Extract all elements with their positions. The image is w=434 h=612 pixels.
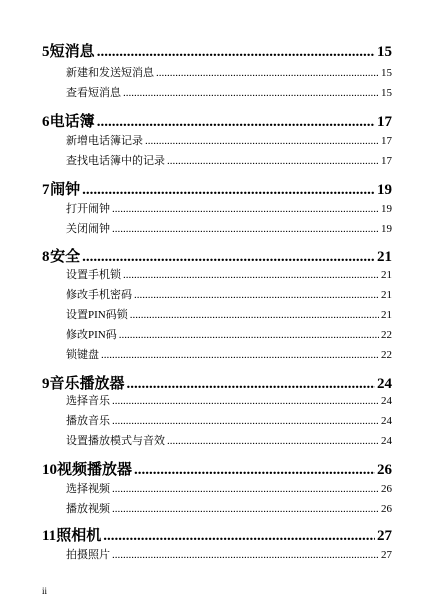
toc-section-entry[interactable] xyxy=(42,132,392,148)
toc-section-entry[interactable] xyxy=(42,346,392,362)
toc-page-number: 21 xyxy=(381,289,392,301)
toc-page-number: 15 xyxy=(381,67,392,79)
toc-section-entry[interactable] xyxy=(42,266,392,282)
toc-section-entry[interactable] xyxy=(42,200,392,216)
toc-chapter-entry[interactable] xyxy=(42,524,392,545)
toc-section-entry[interactable] xyxy=(42,326,392,342)
dot-leader xyxy=(156,67,379,79)
toc-page-number: 19 xyxy=(377,182,392,198)
toc-section-entry[interactable] xyxy=(42,152,392,168)
toc-page-number: 24 xyxy=(377,376,392,392)
toc-page-number: 26 xyxy=(377,462,392,478)
toc-chapter-number: 6 xyxy=(42,114,50,130)
toc-entry-title: 安全 xyxy=(50,249,81,265)
dot-leader xyxy=(112,483,379,495)
toc-section-entry[interactable] xyxy=(42,432,392,448)
dot-leader xyxy=(97,114,375,131)
toc-page-number: 24 xyxy=(381,395,392,407)
dot-leader xyxy=(82,182,375,199)
dot-leader xyxy=(97,44,375,61)
toc-section-entry[interactable] xyxy=(42,480,392,496)
page-number-footer: ii xyxy=(42,586,48,596)
dot-leader xyxy=(130,309,379,321)
toc-entry-title: 拍摄照片 xyxy=(66,549,110,561)
toc-page-number: 22 xyxy=(381,329,392,341)
toc-entry-title: 短消息 xyxy=(49,44,95,60)
toc-section-entry[interactable] xyxy=(42,64,392,80)
toc-entry-title: 设置手机锁 xyxy=(66,269,121,281)
dot-leader xyxy=(112,503,379,515)
toc-chapter-entry[interactable] xyxy=(42,458,392,479)
dot-leader xyxy=(103,528,375,545)
toc-entry-title: 修改手机密码 xyxy=(66,289,132,301)
toc-section-entry[interactable] xyxy=(42,286,392,302)
dot-leader xyxy=(127,376,375,393)
toc-entry-title: 视频播放器 xyxy=(57,462,133,478)
toc-page-number: 17 xyxy=(377,114,392,130)
toc-chapter-entry[interactable] xyxy=(42,110,392,131)
dot-leader xyxy=(123,87,379,99)
toc-entry-title: 电话簿 xyxy=(49,114,95,130)
toc-section-entry[interactable] xyxy=(42,84,392,100)
toc-section-entry[interactable] xyxy=(42,220,392,236)
toc-entry-title: 设置播放模式与音效 xyxy=(66,435,165,447)
dot-leader xyxy=(145,135,379,147)
toc-chapter-entry[interactable] xyxy=(42,245,392,266)
toc-section-entry[interactable] xyxy=(42,546,392,562)
toc-entry-title: 查找电话簿中的记录 xyxy=(66,155,165,167)
toc-entry-title: 新增电话簿记录 xyxy=(66,135,143,147)
toc-chapter-number: 11 xyxy=(42,528,57,544)
toc-page-number: 21 xyxy=(381,269,392,281)
dot-leader xyxy=(112,223,379,235)
dot-leader xyxy=(167,155,379,167)
toc-entry-title: 打开闹钟 xyxy=(66,203,110,215)
toc-entry-title: 照相机 xyxy=(56,528,102,544)
toc-entry-title: 新建和发送短消息 xyxy=(66,67,154,79)
toc-entry-title: 播放视频 xyxy=(66,503,110,515)
toc-page-number: 17 xyxy=(381,155,392,167)
toc-page-number: 15 xyxy=(381,87,392,99)
toc-chapter-number: 8 xyxy=(42,249,50,265)
toc-page-number: 27 xyxy=(381,549,392,561)
toc-section-entry[interactable] xyxy=(42,500,392,516)
toc-chapter-number: 10 xyxy=(42,462,57,478)
toc-page-number: 24 xyxy=(381,415,392,427)
toc-chapter-number: 7 xyxy=(42,182,50,198)
toc-page-number: 15 xyxy=(377,44,392,60)
toc-entry-title: 查看短消息 xyxy=(66,87,121,99)
dot-leader xyxy=(82,249,375,266)
dot-leader xyxy=(112,203,379,215)
toc-page-number: 22 xyxy=(381,349,392,361)
toc-chapter-entry[interactable] xyxy=(42,372,392,393)
toc-entry-title: 闹钟 xyxy=(50,182,81,198)
dot-leader xyxy=(119,329,379,341)
dot-leader xyxy=(134,289,379,301)
toc-chapter-entry[interactable] xyxy=(42,178,392,199)
toc-entry-title: 设置PIN码锁 xyxy=(66,309,128,321)
toc-section-entry[interactable] xyxy=(42,392,392,408)
toc-page-number: 21 xyxy=(381,309,392,321)
toc-page-number: 19 xyxy=(381,223,392,235)
toc-page-number: 26 xyxy=(381,483,392,495)
toc-entry-title: 修改PIN码 xyxy=(66,329,117,341)
toc-entry-title: 播放音乐 xyxy=(66,415,110,427)
dot-leader xyxy=(123,269,379,281)
dot-leader xyxy=(112,549,379,561)
toc-page-number: 27 xyxy=(377,528,392,544)
toc-chapter-entry[interactable] xyxy=(42,40,392,61)
dot-leader xyxy=(112,395,379,407)
toc-entry-title: 关闭闹钟 xyxy=(66,223,110,235)
toc-chapter-number: 5 xyxy=(42,44,50,60)
toc-entry-title: 选择视频 xyxy=(66,483,110,495)
dot-leader xyxy=(134,462,375,479)
dot-leader xyxy=(101,349,379,361)
toc-chapter-number: 9 xyxy=(42,376,50,392)
toc-page-number: 24 xyxy=(381,435,392,447)
toc-page-number: 21 xyxy=(377,249,392,265)
dot-leader xyxy=(112,415,379,427)
toc-entry-title: 锁键盘 xyxy=(66,349,99,361)
toc-section-entry[interactable] xyxy=(42,306,392,322)
toc-entry-title: 选择音乐 xyxy=(66,395,110,407)
toc-page-number: 19 xyxy=(381,203,392,215)
dot-leader xyxy=(167,435,379,447)
toc-entry-title: 音乐播放器 xyxy=(49,376,125,392)
toc-page-number: 17 xyxy=(381,135,392,147)
toc-page-number: 26 xyxy=(381,503,392,515)
toc-section-entry[interactable] xyxy=(42,412,392,428)
